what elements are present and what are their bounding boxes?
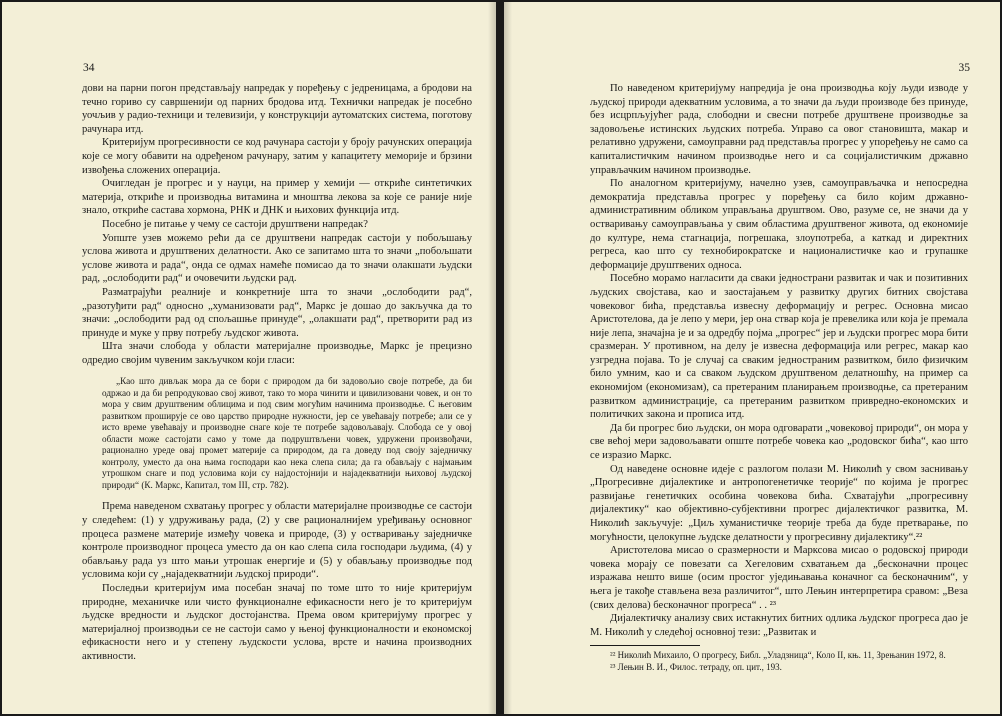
paragraph: Критеријум прогресивности се код рачунара састоји у броју рачунских операција које се могу обавити на одређеном рачунару, затим у капацитету меморије и брзини извођења сложених операција. <box>82 137 472 176</box>
paragraph: дови на парни погон представљају напредак у поређењу с једреницама, а бродови на течно гориво су савршенији од парних бродова итд. Технички напредак је посебно уочљив у радио-техници и телевизији, у конструкцији аутоматских система, поготову рачунара итд. <box>82 83 472 135</box>
paragraph: Очигледан је прогрес и у науци, на пример у хемији — откриће синтетичких материја, откриће и производња витамина и мноштва лекова за које се раније није знало, откриће састава хормона, РНК и ДНК и њихових функција итд. <box>82 178 472 217</box>
paragraph: Аристотелова мисао о сразмерности и Марксова мисао о родовској природи човека морају се повезати са Хегеловим схватањем да „бесконачни процес изражава нешто више (осим простог уједињавања коначног са бесконачним“, у њега је такође стављена веза различитог“, што Лењин интерпретира сравом: „Веза (свих делова) бесконачног прогреса“ . . ²³ <box>590 545 968 611</box>
paragraph: По аналогном критеријуму, начелно узев, самоуправљачка и непосредна демократија представља прогрес у поређењу са било којим државно-административним обликом управљања друштвом. Ово, разуме се, не значи да у остваривању самоуправљања у свим областима друштвеног живота, од економије до културе, нема стагнација, погрешака, злоупотреба, а каткад и директних регреса, као што су технобирократске и националистичке као и групашке деформације друштвених односа. <box>590 178 968 271</box>
paragraph: Дијалектичку анализу свих истакнутих битних одлика људског прогреса дао је М. Николић у следећој основној тези: „Развитак и <box>590 613 968 638</box>
paragraph: По наведеном критеријуму напредија је она производња коју људи изводе у људској природи адекватним условима, а то значи да људи производе без принуде, без исцрпљујућег рада, слободни и свесни потребе друштвене производње за задовољење истинских људских потреба. Управо са овог становишта, макар и релативно удружени, самоуправни рад представља прогрес у упоређењу не само са капиталистичким начином производње него и са социјалистичким државно управљачким начином производње. <box>590 83 968 176</box>
paragraph: Разматрајући реалније и конкретније шта то значи „ослободити рад“, „разотуђити рад“ односно „хуманизовати рад“, Маркс је дошао до закључка да то значи: „ослободити рад од спољашње принуде“, „олакшати рад“, претворити рад из принуде и муке у прву потребу људског живота. <box>82 286 472 339</box>
paragraph: Последњи критеријум има посебан значај по томе што то није критеријум природне, механичке или чисто функционалне ефикасности него је то критеријум људске вредности и људског достојанства. Према овом критеријуму прогрес у материјалној производњи се не састоји само у њеној функционалности и економској ефикасности него и у степену људскости услова, врсте и начина производних активности. <box>82 583 472 662</box>
paragraph: Посебно морамо нагласити да сваки једнострани развитак и чак и позитивних људских својстава, као и заостајањем у развитку других битних својстава човековог бића, представља извесну деформацију и регрес. Основна мисао Аристотелова, да је лепо у мери, јер она ствар која је превелика или која је премала није лепа, значајна је и за одредбу појма „прогрес“ јер и људски прогрес мора бити сразмеран. У противном, на делу је извесна деформација или регрес, макар као узгредна појава. То је случај са сваким једностраним развитком, било физичким било умним, као и са сваком људском друштвеном делатношћу, на пример са економијом (економизам), са претераним планирањем производње, са претераним развитком администрације, са претераним развитком привредно-економских и политичких закона и прописа итд. <box>590 273 968 421</box>
paragraph: Посебно је питање у чему се састоји друштвени напредак? <box>102 218 368 230</box>
paragraph: Шта значи слобода у области материјалне производње, Маркс је прецизно одредио својим чувеним закључком који гласи: <box>82 341 472 366</box>
text-column <box>82 82 472 664</box>
spine-shadow <box>504 2 512 714</box>
footnote: ²² Николић Михаило, О прогресу, Библ. „Уладзница“, Коло II, књ. 11, Зрењанин 1972, 8. <box>610 650 946 661</box>
paragraph: Од наведене основне идеје с разлогом полази М. Николић у свом заснивању „Прогресивне дијалектике и антропогенетичке теорије“ по којима је прогрес развијање генетичких особина човекова бића. Схватајући „прогресивну дијалектику“ као објективно-субјективни прогрес дијалектичког развитка, М. Николић закључује: „Циљ хуманистичке теорије треба да буде претварање, по могућности, целокупне људске делатности у прогресивну дијалектику“.²² <box>590 463 968 543</box>
text-column <box>590 82 968 673</box>
paragraph: Уопште узев можемо рећи да се друштвени напредак састоји у побољшању услова живота и друштвених делатности. Ако се запитамо шта то значи „побољшати услове живота и рада“, онда се одмах намеће помисао да то значи олакшати људски рад, „ослободити рад“ и очовечити људски рад. <box>82 232 472 285</box>
page-number: 34 <box>83 62 95 74</box>
spine-shadow <box>488 2 496 714</box>
left-page <box>2 2 496 714</box>
paragraph: Да би прогрес био људски, он мора одговарати „човековој природи“, он мора у све већој мери задовољавати опште потребе човека као „родовског бића“, као што се изразио Маркс. <box>590 422 968 462</box>
paragraph: Према наведеном схватању прогрес у области материјалне производње се састоји у следећем: (1) у удруживању рада, (2) у све рационалнијем уређивању основног процеса размене материје између човека и природе, (3) у остваривању заједничке контроле производног процеса уместо да он као слепа сила господари људима, (4) у обављању рада уз што мањи утрошак енергије и (5) у обављању производње под условима који су „најадекватнији људској природи“. <box>82 501 472 581</box>
right-page <box>504 2 1000 714</box>
footnote-rule <box>590 645 700 646</box>
page-number: 35 <box>958 62 970 74</box>
block-quote: „Као што дивљак мора да се бори с природом да би задовољио своје потребе, да би одржао и да би репродуковао свој живот, тако то мора чинити и цивилизовани човек, и он то мора у свим друштвеним облицима и под свим могућим начинима производње. С његовим развитком проширује се ово царство природне нужности, јер се увећавају потребе; али се у исто време увећавају и производне снаге које те потребе задовољавају. Слобода се у овој области може састојати само у томе да подруштвљени човек, удружени произвођачи, рационално уреде овај промет материје са природом, да га доведу под своју заједничку контролу, уместо да она њима господари као нека слепа сила; да га обављају с најмањим утрошком снаге и под условима који су најдостојнији и најадекватнији њиховој људској природи“ (К. Маркс, Капитал, том III, стр. 782). <box>102 376 472 490</box>
footnote: ²³ Лењин В. И., Филос. тетраду, оп. цит., 193. <box>610 661 782 672</box>
